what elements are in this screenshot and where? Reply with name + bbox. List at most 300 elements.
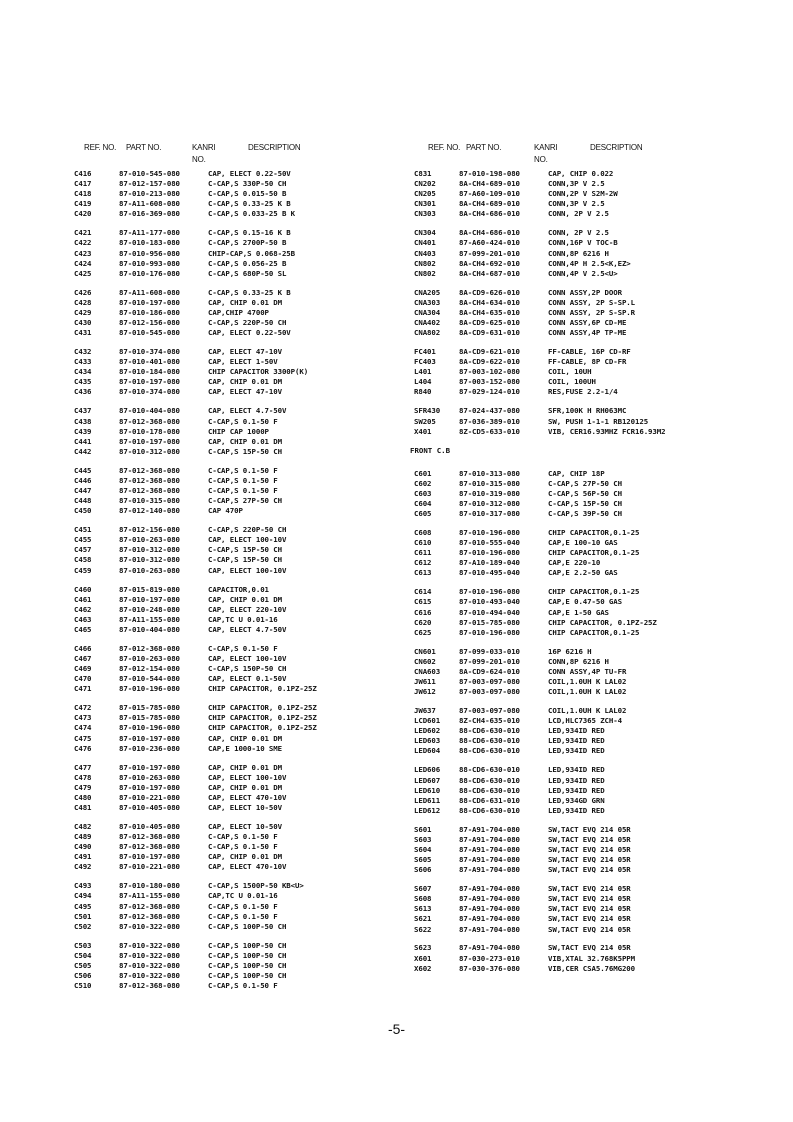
ref-no-cell: C448 xyxy=(74,496,92,506)
ref-no-cell: C430 xyxy=(74,318,92,327)
table-row xyxy=(74,288,394,298)
table-row xyxy=(414,509,744,519)
table-row xyxy=(74,723,394,733)
ref-no-cell: S608 xyxy=(414,894,432,904)
description-cell: CONN ASSY,6P CD-ME xyxy=(548,318,627,327)
description-cell: CAP, CHIP 0.01 DM xyxy=(208,297,282,307)
part-no-cell: 87-A11-608-080 xyxy=(119,287,180,297)
table-row xyxy=(414,884,744,894)
table-row xyxy=(414,608,744,618)
part-no-cell: 87-010-197-080 xyxy=(119,297,180,307)
table-row xyxy=(74,347,394,357)
ref-no-cell: C489 xyxy=(74,832,92,842)
description-cell: CHIP CAPACITOR,0.1-25 xyxy=(548,548,640,558)
description-cell: SW,TACT EVQ 214 05R xyxy=(548,904,631,914)
description-cell: SW,TACT EVQ 214 05R xyxy=(548,824,631,834)
part-no-cell: 87-010-178-080 xyxy=(119,426,180,436)
ref-no-cell: C625 xyxy=(414,627,432,637)
table-row xyxy=(414,228,744,238)
parts-group xyxy=(74,347,394,397)
part-no-cell: 87-099-201-010 xyxy=(459,248,520,258)
table-row xyxy=(74,437,394,447)
part-no-cell: 87-010-186-080 xyxy=(119,307,180,317)
part-no-cell: 87-010-197-080 xyxy=(119,762,180,772)
description-cell: CAP, ELECT 100-10V xyxy=(208,772,287,782)
ref-no-cell: C429 xyxy=(74,307,92,317)
parts-group xyxy=(74,466,394,516)
parts-group xyxy=(74,406,394,456)
ref-no-cell: C445 xyxy=(74,465,92,475)
table-row xyxy=(414,825,744,835)
description-cell: CONN ASSY, 2P S-SP.L xyxy=(548,297,635,307)
ref-no-cell: C432 xyxy=(74,347,92,357)
table-row xyxy=(414,628,744,638)
table-row xyxy=(74,259,394,269)
table-row xyxy=(74,981,394,991)
part-no-cell: 87-010-555-040 xyxy=(459,538,520,548)
ref-no-cell: S606 xyxy=(414,865,432,875)
table-row xyxy=(414,249,744,259)
table-row xyxy=(74,387,394,397)
ref-no-cell: CN401 xyxy=(414,238,436,248)
description-cell: C-CAP,S 100P-50 CH xyxy=(208,940,287,950)
table-row xyxy=(74,525,394,535)
parts-group xyxy=(74,169,394,219)
description-cell: LED,934ID RED xyxy=(548,746,605,756)
table-row xyxy=(414,964,744,974)
table-row xyxy=(74,773,394,783)
part-no-cell: 87-A91-704-080 xyxy=(459,943,520,953)
table-row xyxy=(414,835,744,845)
table-row xyxy=(74,902,394,912)
part-no-cell: 87-010-312-080 xyxy=(119,545,180,555)
description-cell: COIL,1.0UH K LAL02 xyxy=(548,706,627,716)
part-no-cell: 87-012-368-080 xyxy=(119,485,180,495)
part-no-cell: 87-A91-704-080 xyxy=(459,834,520,844)
parts-group xyxy=(414,528,744,578)
ref-no-cell: C457 xyxy=(74,545,92,555)
table-row xyxy=(74,793,394,803)
part-no-cell: 87-010-196-080 xyxy=(119,723,180,733)
table-row xyxy=(414,796,744,806)
table-row xyxy=(414,657,744,667)
part-no-cell: 87-010-404-080 xyxy=(119,624,180,634)
table-row xyxy=(414,377,744,387)
part-no-cell: 87-012-156-080 xyxy=(119,318,180,327)
table-row xyxy=(414,726,744,736)
table-row xyxy=(414,706,744,716)
ref-no-cell: S623 xyxy=(414,943,432,953)
page-number: -5- xyxy=(387,1021,406,1037)
description-cell: CAP, CHIP 18P xyxy=(548,468,605,478)
description-cell: CAP, ELECT 0.22-50V xyxy=(208,328,291,338)
description-cell: C-CAP,S 100P-50 CH xyxy=(208,921,287,931)
description-cell: C-CAP,S 0.1-50 F xyxy=(208,981,278,991)
ref-no-cell: CN802 xyxy=(414,268,436,278)
part-no-cell: 87-010-263-080 xyxy=(119,535,180,545)
part-no-cell: 87-010-494-040 xyxy=(459,607,520,617)
ref-no-cell: C603 xyxy=(414,488,432,498)
table-row xyxy=(414,288,744,298)
table-row xyxy=(414,318,744,328)
part-no-cell: 87-010-263-080 xyxy=(119,565,180,575)
ref-no-cell: C601 xyxy=(414,468,432,478)
table-row xyxy=(414,765,744,775)
description-cell: LCD,HLC7365 ZCH-4 xyxy=(548,716,622,726)
table-row xyxy=(414,587,744,597)
ref-no-cell: S613 xyxy=(414,904,432,914)
part-no-cell: 87-010-405-080 xyxy=(119,821,180,831)
header-description: DESCRIPTION xyxy=(590,143,643,152)
description-cell: C-CAP,S 2700P-50 B xyxy=(208,238,287,248)
ref-no-cell: C416 xyxy=(74,169,92,178)
ref-no-cell: C481 xyxy=(74,802,92,812)
description-cell: CAP, ELECT 10-50V xyxy=(208,802,282,812)
description-cell: SW,TACT EVQ 214 05R xyxy=(548,834,631,844)
table-row xyxy=(74,941,394,951)
description-cell: SW,TACT EVQ 214 05R xyxy=(548,924,631,934)
table-row xyxy=(414,618,744,628)
description-cell: C-CAP,S 330P-50 CH xyxy=(208,179,287,189)
table-row xyxy=(74,466,394,476)
ref-no-cell: LED602 xyxy=(414,726,441,736)
ref-no-cell: S622 xyxy=(414,924,432,934)
parts-group xyxy=(74,228,394,278)
description-cell: CHIP CAPACITOR,0.1-25 xyxy=(548,587,640,597)
description-cell: COIL,1.0UH K LAL02 xyxy=(548,687,627,697)
part-no-cell: 87-099-033-010 xyxy=(459,646,520,656)
part-no-cell: 87-010-315-080 xyxy=(459,478,520,488)
ref-no-cell: C477 xyxy=(74,762,92,772)
table-row xyxy=(74,783,394,793)
ref-no-cell: C426 xyxy=(74,287,92,297)
description-cell: CAP,E 220-10 xyxy=(548,558,601,568)
parts-group xyxy=(414,169,744,219)
ref-no-cell: C604 xyxy=(414,498,432,508)
parts-group xyxy=(74,703,394,753)
ref-no-cell: C419 xyxy=(74,199,92,209)
table-row xyxy=(414,736,744,746)
description-cell: C-CAP,S 39P-50 CH xyxy=(548,508,622,518)
ref-no-cell: S604 xyxy=(414,844,432,854)
description-cell: CONN, 2P V 2.5 xyxy=(548,228,609,238)
description-cell: CONN,8P 6216 H xyxy=(548,248,609,258)
ref-no-cell: CN403 xyxy=(414,248,436,258)
part-no-cell: 87-010-315-080 xyxy=(119,496,180,506)
part-no-cell: 87-010-213-080 xyxy=(119,189,180,199)
table-row xyxy=(414,417,744,427)
description-cell: C-CAP,S 0.1-50 F xyxy=(208,832,278,842)
parts-group xyxy=(74,525,394,575)
part-no-cell: 87-012-368-080 xyxy=(119,643,180,653)
part-no-cell: 87-012-368-080 xyxy=(119,842,180,852)
part-no-cell: 87-012-140-080 xyxy=(119,506,180,516)
ref-no-cell: FC403 xyxy=(414,357,436,367)
ref-no-cell: C602 xyxy=(414,478,432,488)
ref-no-cell: C446 xyxy=(74,475,92,485)
ref-no-cell: C501 xyxy=(74,911,92,921)
ref-no-cell: CNA205 xyxy=(414,287,441,297)
part-no-cell: 87-010-197-080 xyxy=(119,852,180,862)
description-cell: C-CAP,S 1500P-50 KB<U> xyxy=(208,881,304,891)
part-no-cell: 87-010-263-080 xyxy=(119,653,180,663)
description-cell: CONN,2P V S2M-2W xyxy=(548,189,618,199)
part-no-cell: 87-010-197-080 xyxy=(119,436,180,446)
ref-no-cell: C473 xyxy=(74,713,92,723)
table-row xyxy=(414,298,744,308)
ref-no-cell: C475 xyxy=(74,733,92,743)
description-cell: SW,TACT EVQ 214 05R xyxy=(548,855,631,865)
description-cell: CAP, ELECT 220-10V xyxy=(208,604,287,614)
parts-group xyxy=(414,406,744,436)
parts-group xyxy=(74,763,394,813)
description-cell: LED,934ID RED xyxy=(548,775,605,785)
part-no-cell: 87-003-097-080 xyxy=(459,676,520,686)
table-row xyxy=(74,763,394,773)
ref-no-cell: C491 xyxy=(74,852,92,862)
description-cell: CAP,TC U 0.01-16 xyxy=(208,614,278,624)
table-row xyxy=(74,406,394,416)
part-no-cell: 87-010-196-080 xyxy=(459,587,520,597)
part-no-cell: 87-010-248-080 xyxy=(119,604,180,614)
part-no-cell: 87-010-322-080 xyxy=(119,950,180,960)
ref-no-cell: L401 xyxy=(414,367,432,377)
description-cell: CHIP CAPACITOR, 0.1PZ-25Z xyxy=(208,723,317,733)
table-row xyxy=(74,209,394,219)
table-row xyxy=(414,499,744,509)
ref-no-cell: C608 xyxy=(414,527,432,537)
description-cell: C-CAP,S 15P-50 CH xyxy=(548,498,622,508)
parts-list xyxy=(414,469,744,974)
table-row xyxy=(74,654,394,664)
description-cell: CONN, 2P V 2.5 xyxy=(548,209,609,219)
ref-no-cell: C438 xyxy=(74,416,92,426)
table-row xyxy=(74,961,394,971)
section-title: FRONT C.B xyxy=(410,445,451,455)
part-no-cell: 87-003-152-080 xyxy=(459,377,520,387)
table-row xyxy=(414,169,744,179)
description-cell: CHIP CAPACITOR,0.1-25 xyxy=(548,627,640,637)
part-no-cell: 87-A91-704-080 xyxy=(459,865,520,875)
description-cell: C-CAP,S 0.056-25 B xyxy=(208,258,287,268)
description-cell: CAP,CHIP 4700P xyxy=(208,307,269,317)
description-cell: CHIP CAPACITOR,0.1-25 xyxy=(548,527,640,537)
description-cell: CAP, ELECT 47-10V xyxy=(208,387,282,397)
part-no-cell: 87-010-956-080 xyxy=(119,248,180,258)
ref-no-cell: C460 xyxy=(74,584,92,594)
part-no-cell: 87-A91-704-080 xyxy=(459,904,520,914)
part-no-cell: 8A-CH4-689-010 xyxy=(459,179,520,189)
ref-no-cell: C437 xyxy=(74,406,92,416)
part-no-cell: 88-CD6-630-010 xyxy=(459,736,520,746)
ref-no-cell: C505 xyxy=(74,960,92,970)
table-row xyxy=(74,674,394,684)
ref-no-cell: C831 xyxy=(414,169,432,178)
ref-no-cell: C503 xyxy=(74,940,92,950)
part-no-cell: 87-010-312-080 xyxy=(459,498,520,508)
table-row xyxy=(414,406,744,416)
description-cell: CAP, CHIP 0.01 DM xyxy=(208,762,282,772)
part-no-cell: 87-A91-704-080 xyxy=(459,914,520,924)
ref-no-cell: LED607 xyxy=(414,775,441,785)
table-row xyxy=(414,865,744,875)
description-cell: LED,934ID RED xyxy=(548,765,605,775)
description-cell: CONN ASSY,4P TP-ME xyxy=(548,328,627,338)
description-cell: CAP 470P xyxy=(208,506,243,516)
description-cell: 16P 6216 H xyxy=(548,646,592,656)
table-row xyxy=(74,269,394,279)
ref-no-cell: C463 xyxy=(74,614,92,624)
ref-no-cell: C472 xyxy=(74,703,92,713)
description-cell: CAP,E 0.47-50 GAS xyxy=(548,597,622,607)
description-cell: CAP, ELECT 100-10V xyxy=(208,535,287,545)
ref-no-cell: JW637 xyxy=(414,706,436,716)
table-row xyxy=(74,199,394,209)
part-no-cell: 87-010-404-080 xyxy=(119,406,180,416)
ref-no-cell: C506 xyxy=(74,970,92,980)
ref-no-cell: C490 xyxy=(74,842,92,852)
description-cell: CAP, ELECT 10-50V xyxy=(208,821,282,831)
description-cell: CAP, ELECT 0.1-50V xyxy=(208,674,287,684)
table-row xyxy=(414,528,744,538)
table-row xyxy=(74,664,394,674)
ref-no-cell: C442 xyxy=(74,446,92,456)
ref-no-cell: X602 xyxy=(414,963,432,973)
parts-list xyxy=(414,169,744,437)
part-no-cell: 87-A91-704-080 xyxy=(459,924,520,934)
table-row xyxy=(74,971,394,981)
ref-no-cell: C479 xyxy=(74,782,92,792)
column-header xyxy=(414,143,744,169)
description-cell: SW,TACT EVQ 214 05R xyxy=(548,914,631,924)
description-cell: SW, PUSH 1-1-1 RB120125 xyxy=(548,416,649,426)
description-cell: CONN ASSY,2P DOOR xyxy=(548,287,622,297)
table-row xyxy=(74,803,394,813)
table-row xyxy=(74,595,394,605)
ref-no-cell: C471 xyxy=(74,684,92,694)
part-no-cell: 87-010-322-080 xyxy=(119,921,180,931)
table-row xyxy=(74,615,394,625)
parts-group xyxy=(74,288,394,338)
part-no-cell: 87-010-405-080 xyxy=(119,802,180,812)
table-row xyxy=(74,486,394,496)
table-row xyxy=(414,746,744,756)
ref-no-cell: X401 xyxy=(414,426,432,436)
table-row xyxy=(74,377,394,387)
part-no-cell: 87-010-196-080 xyxy=(119,684,180,694)
part-no-cell: 8A-CH4-634-010 xyxy=(459,297,520,307)
part-no-cell: 87-010-196-080 xyxy=(459,627,520,637)
description-cell: C-CAP,S 680P-50 SL xyxy=(208,268,287,278)
part-no-cell: 87-A91-704-080 xyxy=(459,884,520,894)
part-no-cell: 87-015-819-080 xyxy=(119,584,180,594)
part-no-cell: 88-CD6-630-010 xyxy=(459,746,520,756)
ref-no-cell: C436 xyxy=(74,387,92,397)
table-row xyxy=(414,308,744,318)
part-no-cell: 87-010-313-080 xyxy=(459,468,520,478)
table-row xyxy=(74,684,394,694)
description-cell: C-CAP,S 150P-50 CH xyxy=(208,664,287,674)
ref-no-cell: CNA402 xyxy=(414,318,441,327)
part-no-cell: 88-CD6-630-010 xyxy=(459,765,520,775)
table-row xyxy=(74,912,394,922)
part-no-cell: 8A-CD9-625-010 xyxy=(459,318,520,327)
table-row xyxy=(74,891,394,901)
table-row xyxy=(74,367,394,377)
table-row xyxy=(74,228,394,238)
description-cell: C-CAP,S 0.1-50 F xyxy=(208,485,278,495)
ref-no-cell: SFR430 xyxy=(414,406,441,416)
ref-no-cell: CN602 xyxy=(414,656,436,666)
table-row xyxy=(74,169,394,179)
part-no-cell: 8A-CD9-631-010 xyxy=(459,328,520,338)
description-cell: C-CAP,S 15P-50 CH xyxy=(208,446,282,456)
part-no-cell: 87-010-493-040 xyxy=(459,597,520,607)
description-cell: CHIP CAPACITOR, 0.1PZ-25Z xyxy=(208,713,317,723)
table-row xyxy=(414,328,744,338)
ref-no-cell: CN601 xyxy=(414,646,436,656)
ref-no-cell: C467 xyxy=(74,653,92,663)
table-row xyxy=(74,535,394,545)
part-no-cell: 87-010-183-080 xyxy=(119,238,180,248)
ref-no-cell: C502 xyxy=(74,921,92,931)
part-no-cell: 87-030-376-080 xyxy=(459,963,520,973)
table-row xyxy=(414,687,744,697)
part-no-cell: 8A-CH4-635-010 xyxy=(459,307,520,317)
ref-no-cell: C493 xyxy=(74,881,92,891)
part-no-cell: 87-012-154-080 xyxy=(119,664,180,674)
part-no-cell: 87-010-319-080 xyxy=(459,488,520,498)
part-no-cell: 87-016-369-080 xyxy=(119,209,180,219)
description-cell: CAP, CHIP 0.01 DM xyxy=(208,377,282,387)
description-cell: C-CAP,S 220P-50 CH xyxy=(208,318,287,327)
table-row xyxy=(74,179,394,189)
ref-no-cell: C504 xyxy=(74,950,92,960)
part-no-cell: 87-036-389-010 xyxy=(459,416,520,426)
description-cell: CAP, CHIP 0.01 DM xyxy=(208,733,282,743)
table-row xyxy=(414,597,744,607)
table-row xyxy=(74,238,394,248)
ref-no-cell: CN304 xyxy=(414,228,436,238)
ref-no-cell: C465 xyxy=(74,624,92,634)
ref-no-cell: C435 xyxy=(74,377,92,387)
ref-no-cell: LED610 xyxy=(414,785,441,795)
part-no-cell: 88-CD6-630-010 xyxy=(459,775,520,785)
part-no-cell: 87-010-545-080 xyxy=(119,328,180,338)
description-cell: C-CAP,S 0.1-50 F xyxy=(208,911,278,921)
ref-no-cell: C423 xyxy=(74,248,92,258)
table-row xyxy=(414,925,744,935)
table-row xyxy=(74,427,394,437)
description-cell: VIB,XTAL 32.768K5PPM xyxy=(548,953,635,963)
description-cell: CONN,4P V 2.5<U> xyxy=(548,268,618,278)
table-row xyxy=(74,625,394,635)
ref-no-cell: C439 xyxy=(74,426,92,436)
description-cell: SW,TACT EVQ 214 05R xyxy=(548,865,631,875)
parts-list-right-column xyxy=(410,143,744,983)
part-no-cell: 87-010-401-080 xyxy=(119,357,180,367)
table-row xyxy=(74,734,394,744)
description-cell: C-CAP,S 27P-50 CH xyxy=(548,478,622,488)
part-no-cell: 87-010-198-080 xyxy=(459,169,520,178)
parts-group xyxy=(414,469,744,519)
part-no-cell: 87-024-437-080 xyxy=(459,406,520,416)
header-description: DESCRIPTION xyxy=(248,143,301,152)
ref-no-cell: CN802 xyxy=(414,258,436,268)
ref-no-cell: CNA303 xyxy=(414,297,441,307)
description-cell: CHIP CAPACITOR 3300P(K) xyxy=(208,367,309,377)
part-no-cell: 87-099-201-010 xyxy=(459,656,520,666)
